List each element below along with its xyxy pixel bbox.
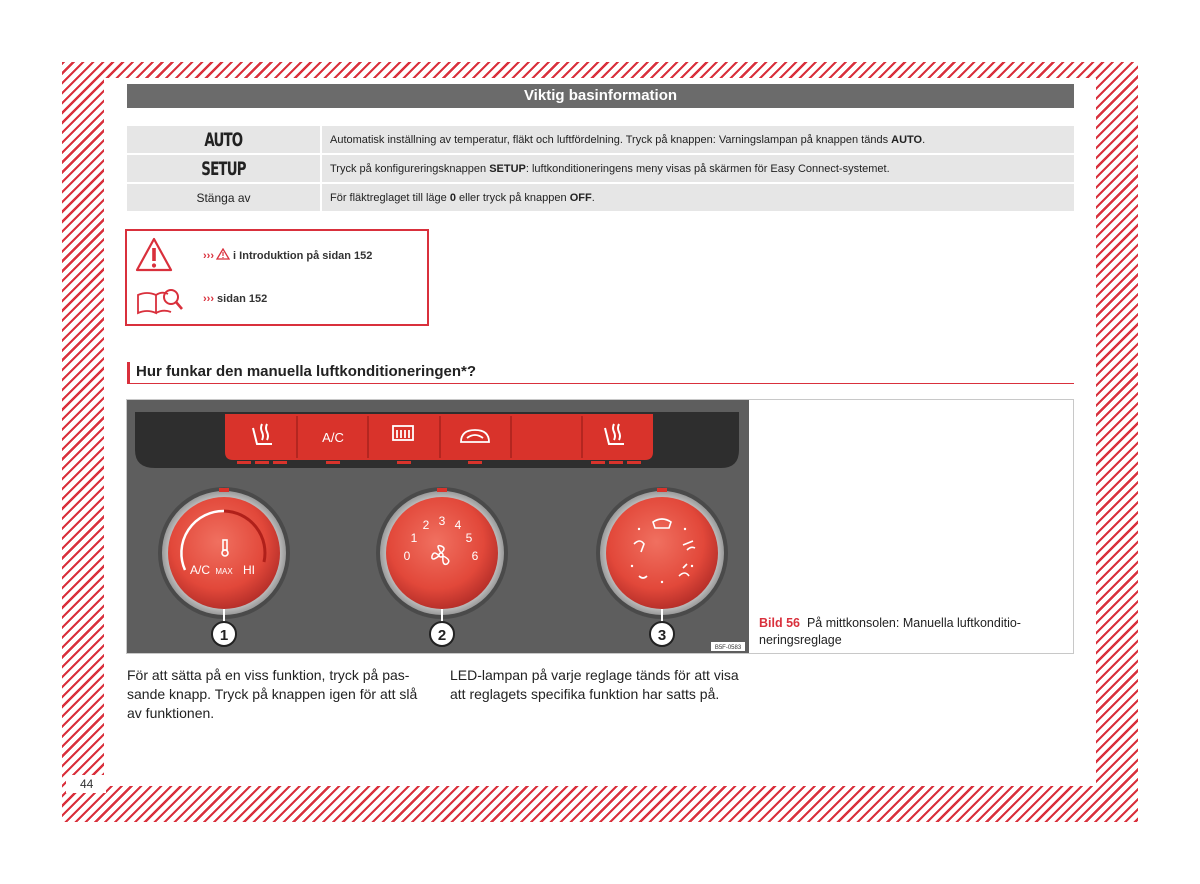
- warning-link-row[interactable]: ››› i Introduktion på sidan 152: [203, 250, 373, 262]
- dial1-label-ac: A/C: [189, 563, 211, 577]
- table-row: [127, 184, 1074, 211]
- row-desc: Automatisk inställning av temperatur, fläkt och luftfördelning. Tryck på knappen: Varningslampan på knappen tänds AUTO.: [322, 126, 1074, 153]
- ac-button-label: A/C: [322, 430, 344, 445]
- dial1-label-hi: HI: [243, 563, 255, 577]
- svg-text:2: 2: [437, 627, 447, 644]
- fan-step-5: 5: [465, 531, 473, 545]
- row-key: Stänga av: [127, 184, 322, 211]
- warning-box: [125, 229, 429, 326]
- fan-step-1: 1: [410, 531, 418, 545]
- page-number: 44: [66, 775, 106, 793]
- table-row: [127, 126, 1074, 153]
- fan-step-0: 0: [403, 549, 411, 563]
- figure-caption: [759, 615, 1059, 649]
- air-distribution-dial: [596, 487, 728, 619]
- info-table: [127, 124, 1074, 213]
- body-text-right: LED-lampan på varje reglage tänds för att visa att reglagets specifika funktion har satts på.: [450, 667, 739, 702]
- fan-step-2: 2: [422, 518, 430, 532]
- fan-step-3: 3: [438, 514, 446, 528]
- figure-code: B5F-0583: [714, 645, 742, 651]
- fan-speed-dial: [376, 487, 508, 619]
- banner-title: Viktig basinformation: [127, 84, 1074, 108]
- book-magnifier-icon: [135, 285, 185, 317]
- svg-text:3: 3: [657, 627, 667, 644]
- body-text-left: För att sätta på en viss funktion, tryck på pas-sande knapp. Tryck på knappen igen för att slå av funktionen.: [127, 667, 418, 721]
- svg-text:1: 1: [219, 627, 229, 644]
- section-heading: Hur funkar den manuella luftkonditioneringen*?: [127, 362, 1074, 384]
- caption-text: På mittkonsolen: Manuella luftkonditio-neringsreglage: [759, 616, 1021, 647]
- temperature-dial: [158, 487, 290, 619]
- row-desc: För fläktreglaget till läge 0 eller tryck på knappen OFF.: [322, 184, 1074, 211]
- row-desc: Tryck på konfigureringsknappen SETUP: luftkonditioneringens meny visas på skärmen för Easy Connect-systemet.: [322, 155, 1074, 182]
- fan-step-6: 6: [471, 549, 479, 563]
- small-warning-icon: [216, 248, 230, 260]
- climate-panel-illustration: [127, 400, 749, 653]
- row-key: AUTO: [127, 126, 322, 153]
- warning-triangle-icon: [135, 237, 173, 273]
- dial1-label-max: MAX: [215, 567, 233, 576]
- fan-step-4: 4: [454, 518, 462, 532]
- table-row: [127, 155, 1074, 182]
- row-key: SETUP: [127, 155, 322, 182]
- caption-label: Bild 56: [759, 616, 800, 630]
- reference-link-row[interactable]: ››› sidan 152: [203, 293, 268, 305]
- callout-markers: [212, 609, 674, 646]
